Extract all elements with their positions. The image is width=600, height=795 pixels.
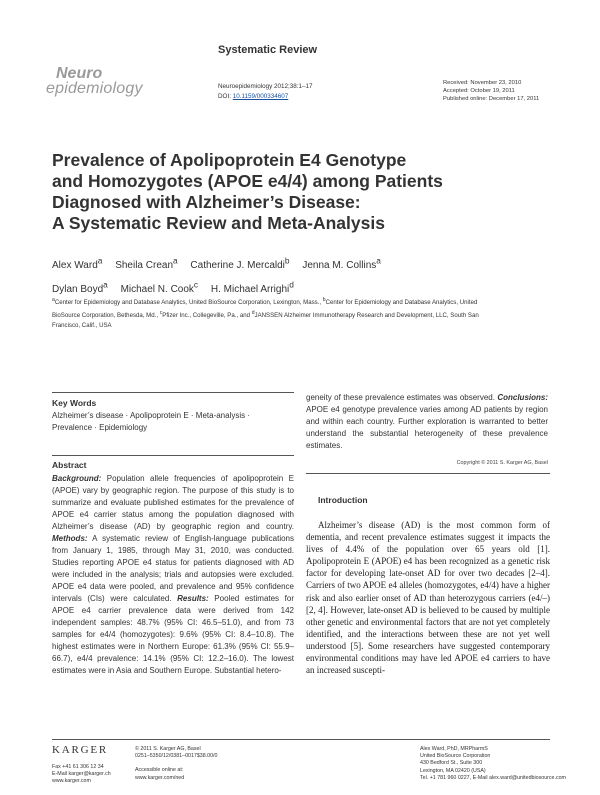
author: H. Michael Arrighi$^d$ (210, 279, 294, 295)
publisher-contact: Fax +41 61 306 12 34 E-Mail karger@karger.ch www.karger.com (52, 764, 111, 785)
author: Alex Ward$^a$ (52, 256, 103, 272)
affiliation: JANSSEN Alzheimer Immunotherapy Research and Development, LLC, South San Francisco, Calif., USA (52, 312, 479, 330)
author-list (52, 252, 552, 299)
keywords (52, 410, 292, 434)
doi-prefix: DOI: (218, 93, 233, 100)
doi-line (218, 92, 313, 102)
title-line: and Homozygotes (APOE e4/4) among Patients (52, 171, 443, 191)
publication-dates (443, 79, 539, 103)
affiliation: Center for Epidemiology and Database Analytics, United BioSource Corporation, Lexington, Mass., (54, 299, 323, 307)
citation-line: Neuroepidemiology 2012;38:1–17 (218, 83, 313, 90)
introduction-heading: Introduction (318, 495, 368, 505)
keywords-line: Prevalence · Epidemiology (52, 423, 148, 432)
divider (52, 455, 294, 456)
journal-logo-top: Neuro (56, 65, 103, 82)
article-title (52, 150, 552, 234)
methods-label: Methods: (52, 534, 88, 543)
correspondence-address: Alex Ward, PhD, MRPharmS United BioSource Corporation 430 Bedford St., Suite 300 Lexington, MA 02420 (USA) Tel. +1 781 960 0227, E-Mail alex.ward@unitedbiosource.com (420, 746, 566, 781)
abstract-continued: geneity of these prevalence estimates was observed. Conclusions: APOE e4 genotype prevalence varies among AD patients by region and within each country. Further exploration is warranted to better understand the substantial heterogeneity of these prevalence estimates. (306, 393, 548, 450)
title-line: Diagnosed with Alzheimer’s Disease: (52, 192, 361, 212)
conclusions-label: Conclusions: (497, 393, 548, 402)
author: Michael N. Cook$^c$ (120, 279, 199, 295)
keywords-heading: Key Words (52, 398, 97, 408)
results-label: Results: (177, 594, 209, 603)
title-line: Prevalence of Apolipoprotein E4 Genotype (52, 150, 407, 170)
correspondence-email[interactable]: Tel. +1 781 960 0227, E-Mail alex.ward@unitedbiosource.com (420, 774, 566, 781)
section-label: Systematic Review (218, 44, 318, 56)
abstract-copyright: Copyright © 2011 S. Karger AG, Basel (456, 460, 548, 466)
affiliation: Center for Epidemiology and Database Analytics, United BioSource Corporation, Bethesda, Md., (52, 299, 478, 320)
accepted-date: Accepted: October 19, 2011 (443, 88, 515, 94)
citation-block (218, 82, 313, 102)
published-date: Published online: December 17, 2011 (443, 96, 540, 102)
abstract-heading: Abstract (52, 460, 87, 470)
publisher-website-link[interactable]: www.karger.com (52, 778, 91, 785)
author: Catherine J. Mercaldi$^b$ (190, 256, 290, 272)
abstract-body: Background: Population allele frequencies of apolipoprotein E (APOE) vary by geographic region. The purpose of this study is to summarize and evaluate published estimates for the prevalence of APOE e4 carrier status among the population diagnosed with Alzheimer’s disease (AD) by geographic region and country. Methods: A systematic review of English-language publications from January 1, 1985, through May 31, 2010, was conducted. Studies reporting APOE e4 status for patients diagnosed with AD were included in the analysis; trials and autopsies were excluded. APOE e4 data were pooled, and prevalence and 95% confidence intervals (CIs) were calculated. Results: Pooled estimates for APOE e4 carrier prevalence data were derived from 142 independent samples: 48.7% (95% CI: 46.5–51.0), and from 73 samples for e4/4 (homozygotes): 9.6% (95% CI: 8.4–10.8). The highest estimates were in Northern Europe: 61.3% (95% CI: 55.9–66.7), e4/4 prevalence: 14.1% (95% CI: 12.2–16.0). The lowest estimates were in Asia and Southern Europe. Substantial hetero- (52, 474, 295, 675)
doi-link[interactable]: 10.1159/000334607 (232, 93, 289, 100)
journal-logo (46, 66, 166, 96)
journal-logo-bottom: epidemiology (46, 80, 143, 97)
author: Jenna M. Collins$^a$ (302, 256, 381, 272)
introduction-body: Alzheimer’s disease (AD) is the most common form of dementia, and recent prevalence estimates suggest it impacts the lives of 4.4% of the population over 65 years old [1]. Apolipoprotein E (APOE) e4 has been recognized as a genetic risk factor for developing late-onset AD for over two decades [2–4]. Carriers of two APOE e4 alleles (homozygotes, e4/4) have a higher risk and also earlier onset of AD than heterozygous carriers (e4/–) [2, 4]. However, late-onset AD is believed to be caused by multiple other genetic and environmental factors that are not yet completely identified, and the interactions between these are not yet well understood [5]. Some researchers have suggested contemporary environmental conditions may have led APOE e4 carriers to have an increased suscepti- (306, 520, 550, 676)
footer-divider (52, 739, 550, 740)
received-date: Received: November 23, 2010 (443, 80, 522, 86)
background-label: Background: (52, 474, 102, 483)
publisher-info: © 2011 S. Karger AG, Basel 0251–5350/12/0381–0017$38.00/0 Accessible online at: www.karger.com/ned (135, 746, 218, 781)
divider (52, 392, 294, 393)
journal-website-link[interactable]: www.karger.com/ned (135, 774, 185, 781)
divider (306, 473, 550, 474)
author-line (52, 252, 552, 275)
title-line: A Systematic Review and Meta-Analysis (52, 213, 385, 233)
affiliation: Pfizer Inc., Collegeville, Pa., and (162, 312, 252, 320)
affiliations: $^a$Center for Epidemiology and Database Analytics, United BioSource Corporation, Lexington, Mass., $^b$Center for Epidemiology and Database Analytics, United BioSource Corporation, Bethesda, Md., $^c$Pfizer Inc., Collegeville, Pa., and $^d$JANSSEN Alzheimer Immunotherapy Research and Development, LLC, South San Francisco, Calif., USA (52, 297, 479, 330)
author: Sheila Crean$^a$ (115, 256, 178, 272)
author: Dylan Boyd$^a$ (52, 279, 108, 295)
keywords-line: Alzheimer’s disease · Apolipoprotein E · Meta-analysis · (52, 411, 251, 420)
publisher-logo: KARGER (52, 744, 109, 756)
